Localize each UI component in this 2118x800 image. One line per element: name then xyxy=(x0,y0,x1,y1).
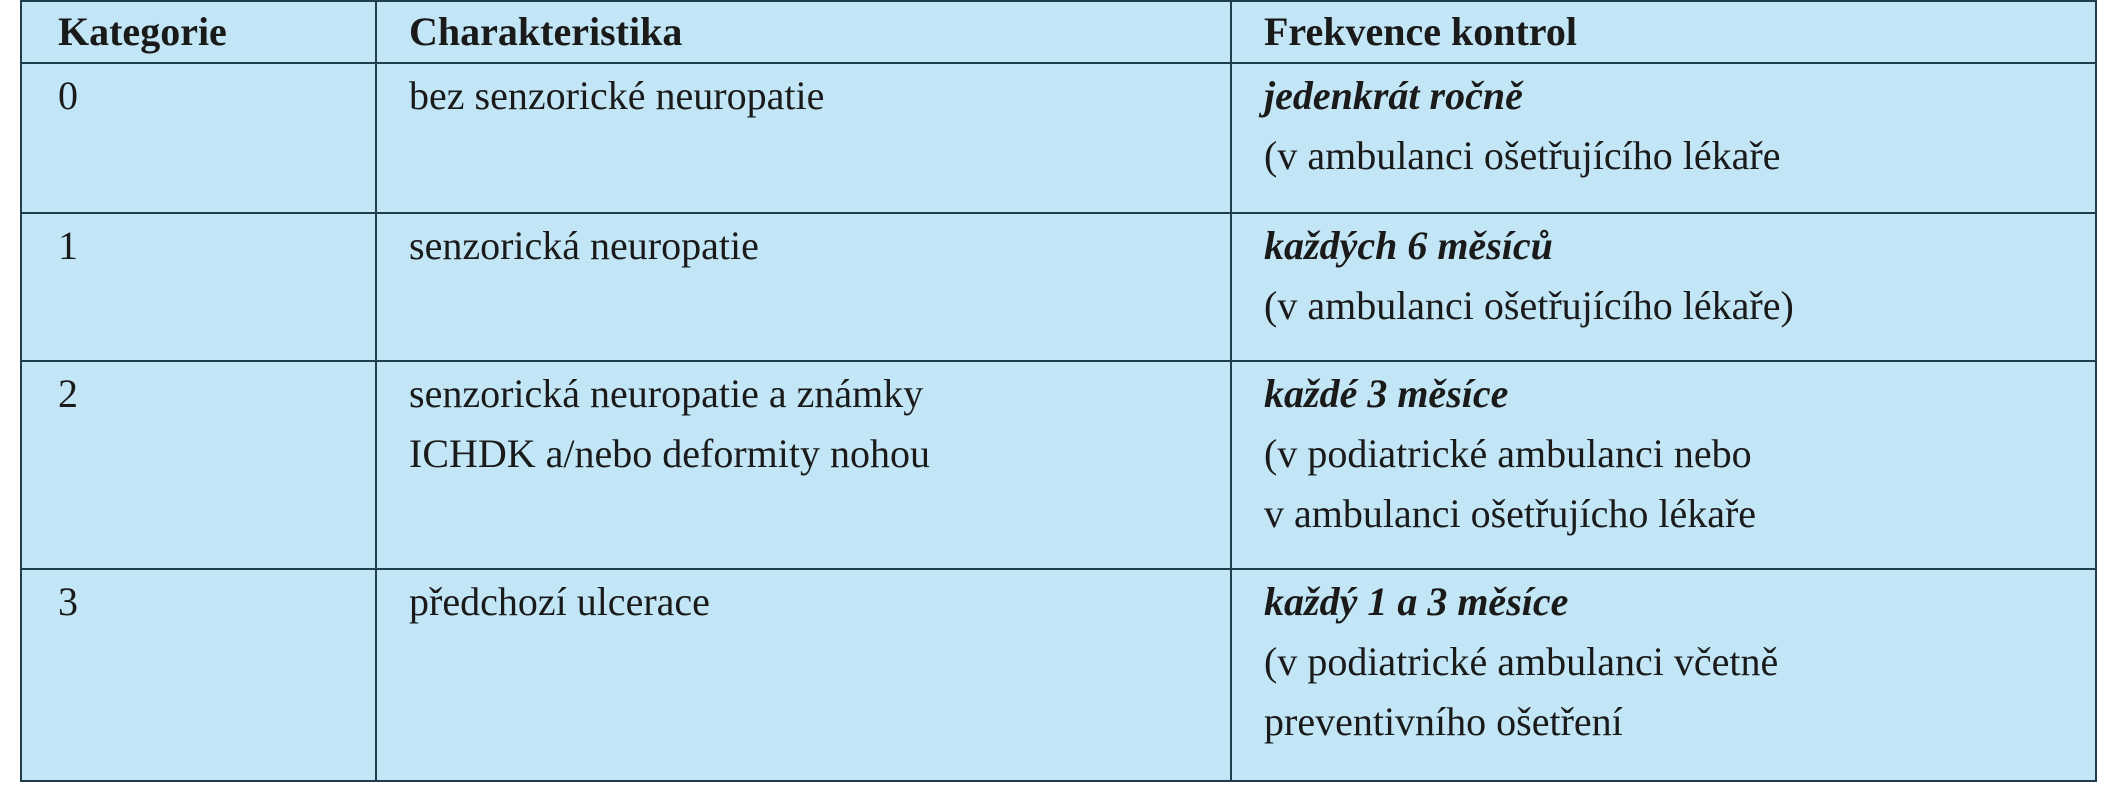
category-cell: 0 xyxy=(21,63,376,213)
characteristic-cell xyxy=(376,213,1231,361)
frequency-note: v ambulanci ošetřujícho lékaře xyxy=(1264,491,1757,536)
frequency-note: (v podiatrické ambulanci nebo xyxy=(1264,431,1752,476)
frequency-note: (v ambulanci ošetřujícího lékaře) xyxy=(1264,283,1794,328)
frequency-cell xyxy=(1231,213,2096,361)
table-row xyxy=(21,63,2096,213)
frequency-value: každé 3 měsíce xyxy=(1264,371,1509,416)
characteristic-cell xyxy=(376,63,1231,213)
frequency-note: preventivního ošetření xyxy=(1264,699,1623,744)
header-category: Kategorie xyxy=(21,1,376,63)
characteristic-line: bez senzorické neuropatie xyxy=(409,73,825,118)
characteristic-cell xyxy=(376,361,1231,569)
category-cell: 3 xyxy=(21,569,376,781)
table-row xyxy=(21,569,2096,781)
frequency-value: každých 6 měsíců xyxy=(1264,223,1553,268)
category-cell: 1 xyxy=(21,213,376,361)
header-frequency: Frekvence kontrol xyxy=(1231,1,2096,63)
category-cell: 2 xyxy=(21,361,376,569)
table-row xyxy=(21,361,2096,569)
table-row xyxy=(21,213,2096,361)
frequency-note: (v ambulanci ošetřujícího lékaře xyxy=(1264,133,1781,178)
table-header-row xyxy=(21,1,2096,63)
characteristic-line: ICHDK a/nebo deformity nohou xyxy=(409,431,931,476)
frequency-cell xyxy=(1231,361,2096,569)
characteristic-line: senzorická neuropatie a známky xyxy=(409,371,924,416)
frequency-value: jedenkrát ročně xyxy=(1264,73,1523,118)
frequency-value: každý 1 a 3 měsíce xyxy=(1264,579,1569,624)
header-characteristic: Charakteristika xyxy=(376,1,1231,63)
characteristic-line: předchozí ulcerace xyxy=(409,579,710,624)
frequency-cell xyxy=(1231,63,2096,213)
characteristic-line: senzorická neuropatie xyxy=(409,223,759,268)
frequency-cell xyxy=(1231,569,2096,781)
frequency-note: (v podiatrické ambulanci včetně xyxy=(1264,639,1779,684)
foot-care-frequency-table xyxy=(20,0,2097,782)
characteristic-cell xyxy=(376,569,1231,781)
